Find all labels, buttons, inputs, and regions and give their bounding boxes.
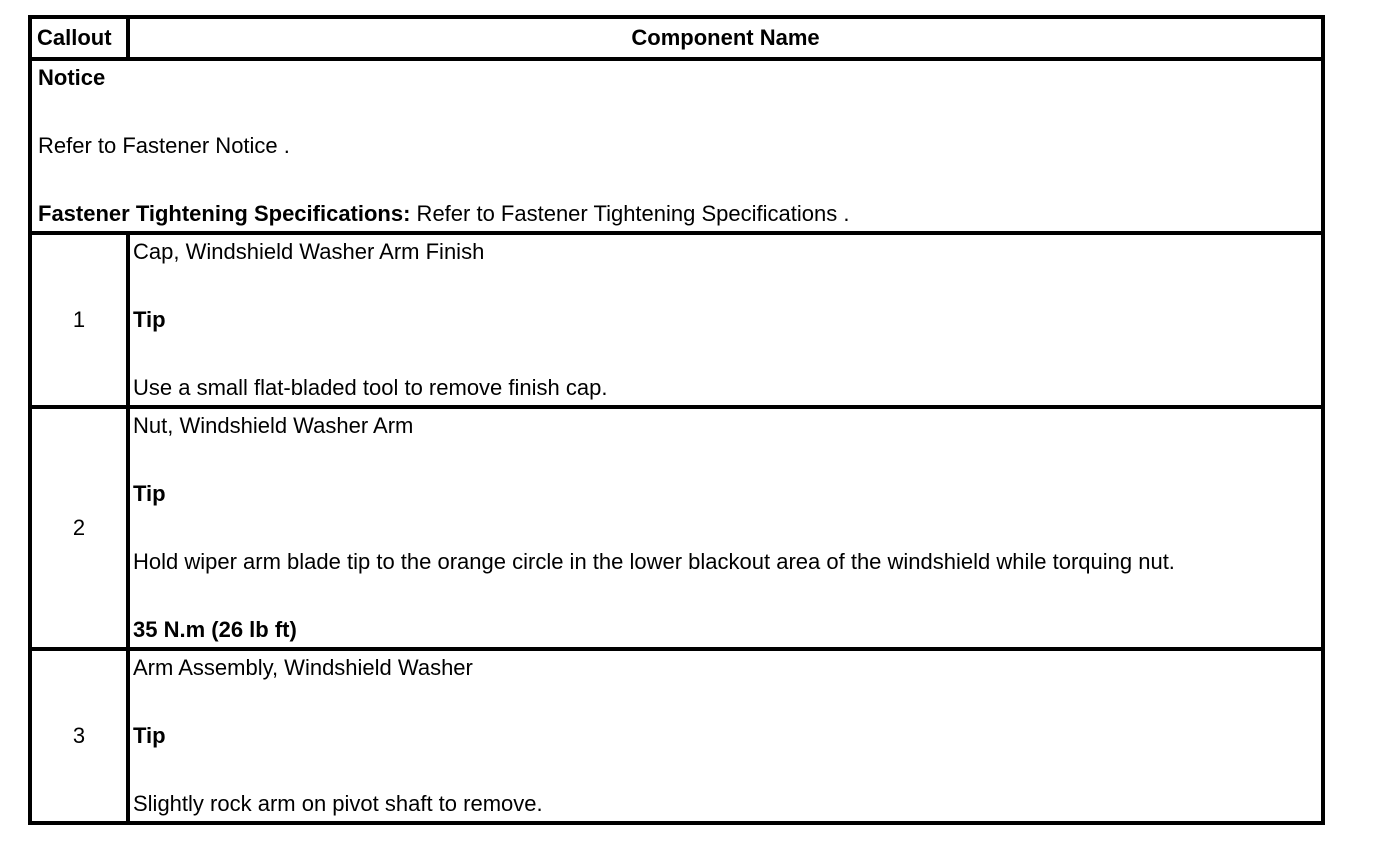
notice-cell — [30, 59, 1323, 233]
tip-text: Use a small flat-bladed tool to remove finish cap. — [133, 375, 608, 400]
notice-text: Refer to Fastener Notice . — [38, 133, 290, 158]
table-header-row — [30, 17, 1323, 59]
callout-number: 1 — [30, 233, 128, 407]
callout-number: 2 — [30, 407, 128, 649]
component-cell — [128, 233, 1323, 407]
callout-column-header: Callout — [30, 17, 128, 59]
tip-text: Slightly rock arm on pivot shaft to remove. — [133, 791, 543, 816]
tip-label: Tip — [133, 723, 166, 748]
component-name: Nut, Windshield Washer Arm — [133, 413, 414, 438]
tip-label: Tip — [133, 481, 166, 506]
table-row — [30, 407, 1323, 649]
fastener-spec-label: Fastener Tightening Specifications: — [38, 201, 411, 226]
component-name-column-header: Component Name — [128, 17, 1323, 59]
table-row — [30, 649, 1323, 823]
notice-row — [30, 59, 1323, 233]
fastener-spec-text: Refer to Fastener Tightening Specifications . — [410, 201, 850, 226]
component-name: Arm Assembly, Windshield Washer — [133, 655, 473, 680]
torque-spec: 35 N.m (26 lb ft) — [133, 617, 297, 642]
tip-label: Tip — [133, 307, 166, 332]
callout-number: 3 — [30, 649, 128, 823]
tip-text: Hold wiper arm blade tip to the orange circle in the lower blackout area of the windshield while torquing nut. — [133, 549, 1175, 574]
fastener-spec-line — [38, 197, 1321, 231]
component-cell — [128, 649, 1323, 823]
component-table — [28, 15, 1325, 825]
notice-title: Notice — [38, 65, 106, 90]
table-row — [30, 233, 1323, 407]
component-name: Cap, Windshield Washer Arm Finish — [133, 239, 485, 264]
component-cell — [128, 407, 1323, 649]
